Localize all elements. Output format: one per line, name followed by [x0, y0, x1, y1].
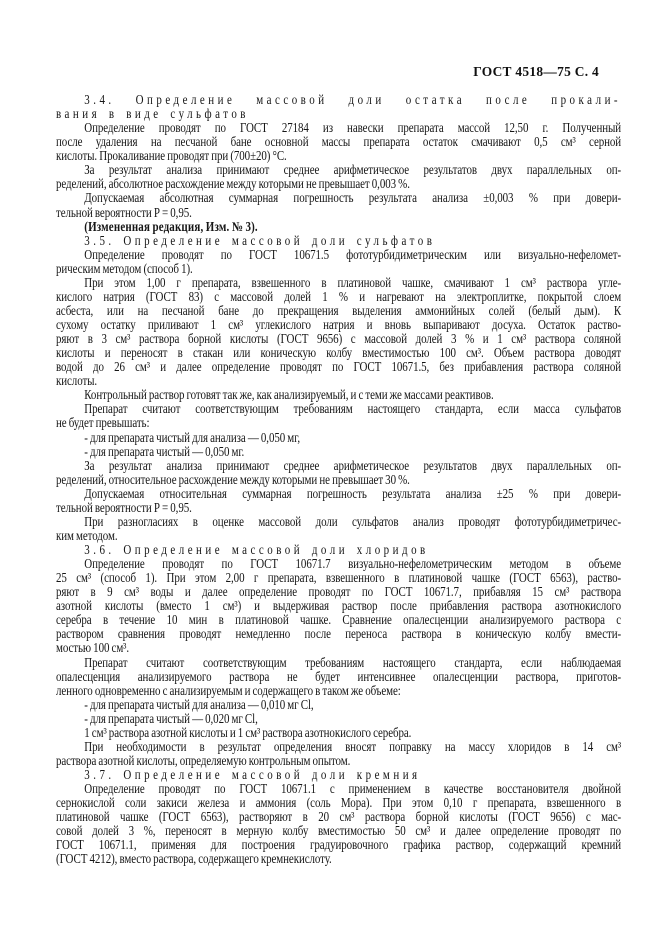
text-line: Контрольный раствор готовят так же, как анализируемый, и с теми же массами реактивов.	[84, 387, 494, 403]
text-line: опалесценция анализируемого раствора не будет интенсивнее опалесценции раствора, приготов-	[56, 668, 622, 684]
text-line: ким методом.	[56, 527, 118, 543]
text-line: ГОСТ 10671.1, применяя для построения градуировочного графика раствор, содержащий кремний	[56, 837, 622, 853]
text-line: ряют в 9 см³ воды и далее определение проводят по ГОСТ 10671.7, прибавляя 15 см³ раствора	[56, 584, 622, 600]
text-line: асбеста, или на песчаной бане до прекращения выделения аммонийных солей (белый дым). К	[56, 302, 622, 318]
text-line: Препарат считают соответствующим требованиям настоящего стандарта, если масса сульфатов	[84, 401, 622, 417]
text-line: раствора азотной кислоты, определяемую контрольным опытом.	[56, 752, 351, 768]
text-line: тельной вероятности Р = 0,95.	[56, 204, 192, 220]
text-line: Определение проводят по ГОСТ 10671.1 с применением в качестве восстановителя двойной	[84, 781, 622, 797]
text-line: За результат анализа принимают среднее арифметическое результатов двух параллельных оп-	[84, 162, 622, 178]
text-line: - для препарата чистый — 0,050 мг.	[84, 443, 245, 459]
text-line: кислоты.	[56, 373, 98, 389]
text-line: Допускаемая относительная суммарная погрешность результата анализа ±25 % при довери-	[84, 485, 622, 501]
text-line: серебра в течение 10 мин в платиновой чашке. Сравнение опалесценции анализируемого раствора с	[56, 612, 622, 628]
text-line: Определение проводят по ГОСТ 27184 из навески препарата массой 12,50 г. Полученный	[84, 120, 622, 136]
text-line: Допускаемая абсолютная суммарная погрешность результата анализа ±0,003 % при довери-	[84, 190, 622, 206]
text-line: ряют в 3 см³ раствора борной кислоты (ГОСТ 9656) с массовой долей 3 % и 1 см³ раствора соляной	[56, 331, 622, 347]
text-line: азотной кислоты (вместо 1 см³) и выдерживая раствор после прибавления раствора азотнокислого	[56, 598, 622, 614]
text-line: За результат анализа принимают среднее арифметическое результатов двух параллельных оп-	[84, 457, 622, 473]
text-line: кислоты. Прокаливание проводят при (700±20) °С.	[56, 148, 287, 164]
text-line: Определение проводят по ГОСТ 10671.5 фототурбидиметрическим или визуально-нефеломет-	[84, 246, 622, 262]
text-line: 25 см³ (способ 1). При этом 2,00 г препарата, взвешенного в платиновой чашке (ГОСТ 6563), раство-	[56, 570, 622, 586]
text-line: кислоты и переносят в стакан или коническую колбу вместимостью 100 см³. Объем раствора доводят	[56, 345, 622, 361]
text-line: - для препарата чистый для анализа — 0,010 мг Cl,	[84, 696, 314, 712]
text-line: раствором сравнения проводят немедленно после переноса раствора в коническую колбу вмести-	[56, 626, 622, 642]
document-body	[56, 93, 621, 866]
text-line: - для препарата чистый — 0,020 мг Cl,	[84, 710, 258, 726]
text-line: 1 см³ раствора азотной кислоты и 1 см³ раствора азотнокислого серебра.	[84, 724, 412, 740]
text-line: При этом 1,00 г препарата, взвешенного в платиновой чашке, смачивают 1 см³ раствора угле-	[84, 274, 622, 290]
text-line: Определение проводят по ГОСТ 10671.7 визуально-нефелометрическим методом в объеме	[84, 556, 622, 572]
text-line: тельной вероятности Р = 0,95.	[56, 499, 192, 515]
text-line: (Измененная редакция, Изм. № 3).	[84, 218, 258, 234]
text-line: ленного одновременно с анализируемым и содержащего в таком же объеме:	[56, 682, 401, 698]
text-line: совой долей 3 %, переносят в мерную колбу вместимостью 50 см³ и далее определение проводят по	[56, 823, 622, 839]
section-heading-line: 3.6. Определение массовой доли хлоридов	[84, 542, 429, 557]
text-line: не будет превышать:	[56, 415, 150, 431]
text-line: рическим методом (способ 1).	[56, 260, 193, 276]
text-line: (ГОСТ 4212), вместо раствора, содержащего кремнекислоту.	[56, 851, 332, 867]
text-line: ределений, относительное расхождение между которыми не превышает 30 %.	[56, 471, 410, 487]
section-heading-line: вания в виде сульфатов	[56, 106, 249, 122]
text-line: ределений, абсолютное расхождение между которыми не превышает 0,003 %.	[56, 176, 410, 192]
text-line: кислого натрия (ГОСТ 83) с массовой долей 1 % и нагревают на электроплитке, покрытой слоем	[56, 288, 622, 304]
text-line: При разногласиях в оценке массовой доли сульфатов анализ проводят фототурбидиметричес-	[84, 513, 622, 529]
text-line: водой до 26 см³ и далее определение проводят по ГОСТ 10671.5, без прибавления раствора соляной	[56, 359, 622, 375]
text-line: мостью 100 см³.	[56, 640, 130, 656]
text-line: Препарат считают соответствующим требованиям настоящего стандарта, если наблюдаемая	[84, 654, 622, 670]
section-heading-line: 3.5. Определение массовой доли сульфатов	[84, 232, 436, 248]
text-line: сухому остатку приливают 1 см³ углекислого натрия и вновь выпаривают досуха. Остаток раство-	[56, 317, 622, 332]
page-header: ГОСТ 4518—75 С. 4	[473, 64, 599, 79]
text-line: При необходимости в результат определения вносят поправку на массу хлоридов в 14 см³	[84, 738, 622, 754]
section-heading-line: 3.7. Определение массовой доли кремния	[84, 767, 421, 782]
text-line: после удаления на песчаной бане основной массы препарата остаток смачивают 0,5 см³ серной	[56, 134, 622, 150]
text-line: платиновой чашке (ГОСТ 6563), растворяют в 20 см³ раствора борной кислоты (ГОСТ 9656) с мас-	[56, 809, 622, 825]
text-line: - для препарата чистый для анализа — 0,050 мг,	[84, 429, 300, 445]
section-heading-line: 3.4. Определение массовой доли остатка после прокали-	[84, 92, 622, 107]
text-line: сернокислой соли закиси железа и аммония (соль Мора). При этом 0,10 г препарата, взвешенного в	[56, 795, 622, 811]
